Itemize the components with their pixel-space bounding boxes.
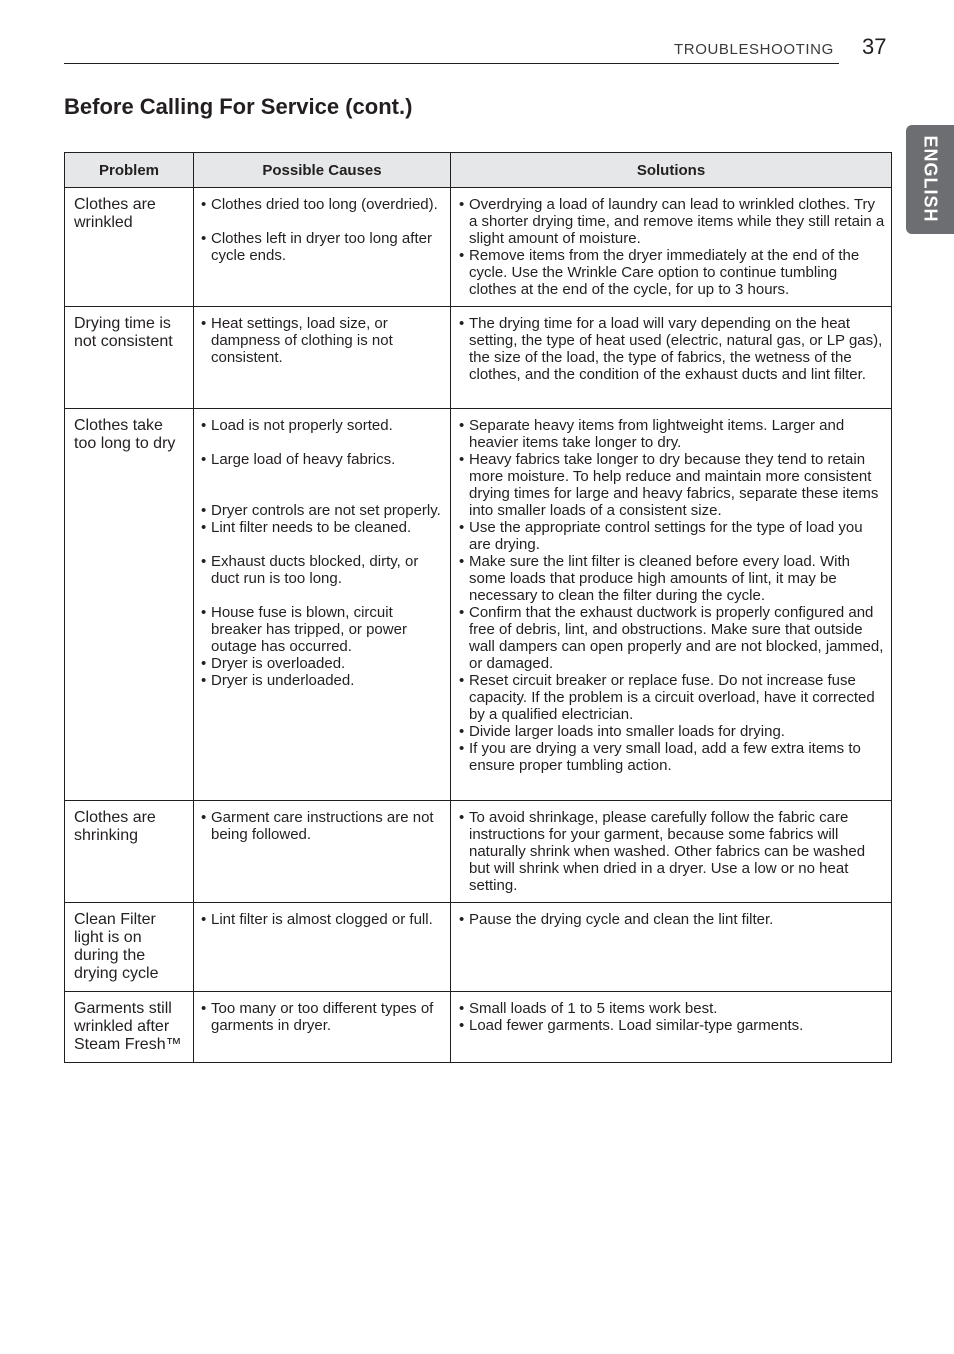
cause-item: • Dryer is underloaded. (201, 672, 444, 689)
table-row (65, 801, 892, 903)
solution-item: • Small loads of 1 to 5 items work best. (459, 1000, 885, 1017)
solution-item: • Separate heavy items from lightweight items. Larger and heavier items take longer to dry. (459, 417, 885, 451)
section-label: TROUBLESHOOTING (674, 41, 834, 58)
causes-cell (194, 307, 451, 409)
cause-item: • Heat settings, load size, or dampness of clothing is not consistent. (201, 315, 444, 366)
language-tab-label: ENGLISH (920, 135, 941, 223)
column-header-solutions: Solutions (451, 153, 892, 188)
troubleshooting-table (64, 152, 892, 1063)
solutions-list (459, 196, 885, 298)
causes-list (201, 417, 444, 689)
solutions-cell (451, 903, 892, 992)
table-row (65, 188, 892, 307)
page-number: 37 (862, 34, 887, 59)
solutions-list (459, 1000, 885, 1034)
solution-item: • Make sure the lint filter is cleaned before every load. With some loads that produce high amounts of lint, it may be necessary to clean the filter during the cycle. (459, 553, 885, 604)
solution-item: • To avoid shrinkage, please carefully follow the fabric care instructions for your garment, because some fabrics will naturally shrink when washed. Other fabrics can be washed but will shrink when dried in a dryer. Use a low or no heat setting. (459, 809, 885, 894)
table-row (65, 307, 892, 409)
table-row (65, 903, 892, 992)
cause-item: • Dryer controls are not set properly. (201, 502, 444, 519)
problem-cell: Clean Filter light is on during the drying cycle (65, 903, 194, 992)
table-header-row (65, 153, 892, 188)
solution-item: • Use the appropriate control settings for the type of load you are drying. (459, 519, 885, 553)
causes-cell (194, 188, 451, 307)
causes-list (201, 1000, 444, 1034)
cause-item: • Dryer is overloaded. (201, 655, 444, 672)
solutions-cell (451, 188, 892, 307)
column-header-problem: Problem (65, 153, 194, 188)
page-title: Before Calling For Service (cont.) (64, 94, 413, 119)
language-tab (906, 125, 954, 234)
header-rule (64, 63, 839, 64)
problem-cell: Drying time is not consistent (65, 307, 194, 409)
solutions-cell (451, 801, 892, 903)
solution-item: • Pause the drying cycle and clean the lint filter. (459, 911, 885, 928)
table-row (65, 409, 892, 801)
cause-item: • Lint filter is almost clogged or full. (201, 911, 444, 928)
solution-item: • Confirm that the exhaust ductwork is properly configured and free of debris, lint, and obstructions. Make sure that outside wall dampers can open properly and are not blocked, jammed, or damaged. (459, 604, 885, 672)
causes-cell (194, 801, 451, 903)
solutions-list (459, 315, 885, 383)
cause-item: • Large load of heavy fabrics. (201, 451, 444, 468)
solutions-list (459, 809, 885, 894)
cause-item: • Clothes left in dryer too long after cycle ends. (201, 230, 444, 264)
cause-item: • Garment care instructions are not being followed. (201, 809, 444, 843)
solutions-cell (451, 409, 892, 801)
causes-cell (194, 992, 451, 1063)
causes-list (201, 809, 444, 843)
problem-cell: Garments still wrinkled after Steam Fresh™ (65, 992, 194, 1063)
column-header-causes: Possible Causes (194, 153, 451, 188)
cause-item: • Too many or too different types of garments in dryer. (201, 1000, 444, 1034)
solutions-list (459, 417, 885, 774)
causes-list (201, 911, 444, 928)
solution-item: • Overdrying a load of laundry can lead to wrinkled clothes. Try a shorter drying time, and remove items while they still retain a slight amount of moisture. (459, 196, 885, 247)
causes-cell (194, 903, 451, 992)
solution-item: • Reset circuit breaker or replace fuse. Do not increase fuse capacity. If the problem is a circuit overload, have it corrected by a qualified electrician. (459, 672, 885, 723)
problem-cell: Clothes take too long to dry (65, 409, 194, 801)
solutions-cell (451, 992, 892, 1063)
cause-item: • Clothes dried too long (overdried). (201, 196, 444, 213)
solution-item: • Divide larger loads into smaller loads for drying. (459, 723, 885, 740)
solution-item: • Remove items from the dryer immediately at the end of the cycle. Use the Wrinkle Care option to continue tumbling clothes at the end of the cycle, for up to 3 hours. (459, 247, 885, 298)
problem-cell: Clothes are shrinking (65, 801, 194, 903)
solutions-list (459, 911, 885, 928)
causes-list (201, 196, 444, 264)
cause-item: • Exhaust ducts blocked, dirty, or duct run is too long. (201, 553, 444, 587)
causes-cell (194, 409, 451, 801)
solutions-cell (451, 307, 892, 409)
solution-item: • If you are drying a very small load, add a few extra items to ensure proper tumbling action. (459, 740, 885, 774)
cause-item: • Load is not properly sorted. (201, 417, 444, 434)
cause-item: • Lint filter needs to be cleaned. (201, 519, 444, 536)
table-row (65, 992, 892, 1063)
causes-list (201, 315, 444, 366)
problem-cell: Clothes are wrinkled (65, 188, 194, 307)
solution-item: • Load fewer garments. Load similar-type garments. (459, 1017, 885, 1034)
solution-item: • Heavy fabrics take longer to dry because they tend to retain more moisture. To help reduce and maintain more consistent drying times for large and heavy fabrics, separate these items into smaller loads of a consistent size. (459, 451, 885, 519)
cause-item: • House fuse is blown, circuit breaker has tripped, or power outage has occurred. (201, 604, 444, 655)
solution-item: • The drying time for a load will vary depending on the heat setting, the type of heat used (electric, natural gas, or LP gas), the size of the load, the type of fabrics, the wetness of the clothes, and the condition of the exhaust ducts and lint filter. (459, 315, 885, 383)
